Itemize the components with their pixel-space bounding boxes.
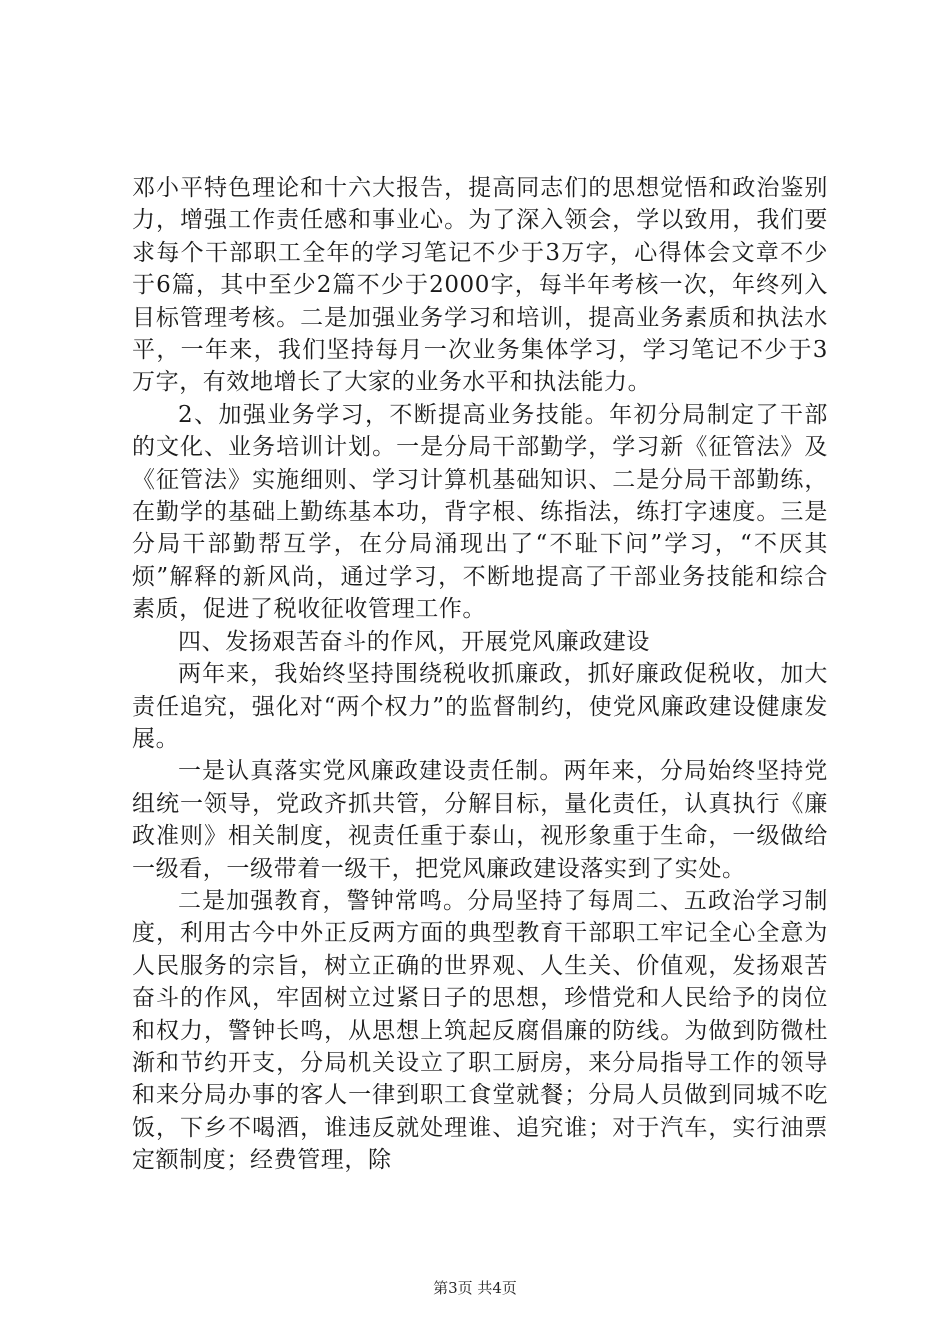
paragraph-1: 邓小平特色理论和十六大报告，提高同志们的思想觉悟和政治鉴别力，增强工作责任感和事业心。为了深入领会，学以致用，我们要求每个干部职工全年的学习笔记不少于3万字，心得体会文章不少于6篇，其中至少2篇不少于2000字，每半年考核一次，年终列入目标管理考核。二是加强业务学习和培训，提高业务素质和执法水平，一年来，我们坚持每月一次业务集体学习，学习笔记不少于3万字，有效地增长了大家的业务水平和执法能力。 bbox=[132, 175, 828, 396]
paragraph-5: 二是加强教育，警钟常鸣。分局坚持了每周二、五政治学习制度，利用古今中外正反两方面的典型教育干部职工牢记全心全意为人民服务的宗旨，树立正确的世界观、人生关、价值观，发扬艰苦奋斗的作风，牢固树立过紧日子的思想，珍惜党和人民给予的岗位和权力，警钟长鸣，从思想上筑起反腐倡廉的防线。为做到防微杜渐和节约开支，分局机关设立了职工厨房，来分局指导工作的领导和来分局办事的客人一律到职工食堂就餐；分局人员做到同城不吃饭，下乡不喝酒，谁违反就处理谁、追究谁；对于汽车，实行油票定额制度；经费管理，除 bbox=[132, 887, 828, 1174]
document-body bbox=[132, 172, 828, 1177]
paragraph-3: 两年来，我始终坚持围绕税收抓廉政，抓好廉政促税收，加大责任追究，强化对“两个权力”的监督制约，使党风廉政建设健康发展。 bbox=[132, 661, 828, 752]
page-footer: 第3页 共4页 bbox=[433, 1279, 517, 1297]
paragraph-4: 一是认真落实党风廉政建设责任制。两年来，分局始终坚持党组统一领导，党政齐抓共管，分解目标，量化责任，认真执行《廉政准则》相关制度，视责任重于泰山，视形象重于生命，一级做给一级看，一级带着一级干，把党风廉政建设落实到了实处。 bbox=[132, 758, 828, 882]
section-heading: 四、发扬艰苦奋斗的作风，开展党风廉政建设 bbox=[178, 628, 650, 655]
paragraph-2: 2、加强业务学习，不断提高业务技能。年初分局制定了干部的文化、业务培训计划。一是分局干部勤学，学习新《征管法》及《征管法》实施细则、学习计算机基础知识、二是分局干部勤练，在勤学的基础上勤练基本功，背字根、练指法，练打字速度。三是分局干部勤帮互学，在分局涌现出了“不耻下问”学习，“不厌其烦”解释的新风尚，通过学习，不断地提高了干部业务技能和综合素质，促进了税收征收管理工作。 bbox=[132, 401, 828, 623]
